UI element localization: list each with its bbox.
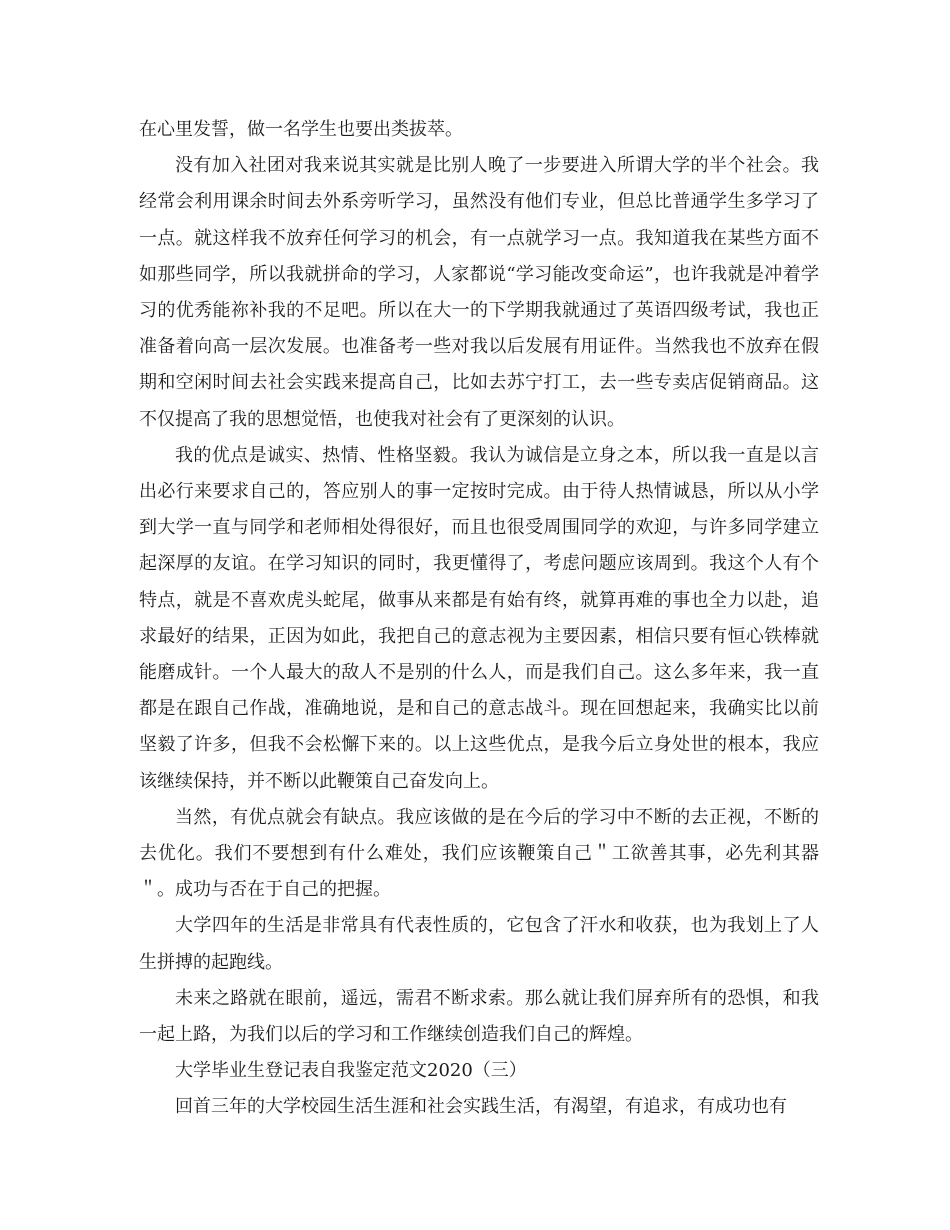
paragraph-strengths: 我的优点是诚实、热情、性格坚毅。我认为诚信是立身之本，所以我一直是以言出必行来要求自己的，答应别人的事一定按时完成。由于待人热情诚恳，所以从小学到大学一直与同学和老师相处得很好，而且也很受周围同学的欢迎，与许多同学建立起深厚的友谊。在学习知识的同时，我更懂得了，考虑问题应该周到。我这个人有个特点，就是不喜欢虎头蛇尾，做事从来都是有始有终，就算再难的事也全力以赴，追求最好的结果，正因为如此，我把自己的意志视为主要因素，相信只要有恒心铁棒就能磨成针。一个人最大的敌人不是别的什么人，而是我们自己。这么多年来，我一直都是在跟自己作战，准确地说，是和自己的意志战斗。现在回想起来，我确实比以前坚毅了许多，但我不会松懈下来的。以上这些优点，是我今后立身处世的根本，我应该继续保持，并不断以此鞭策自己奋发向上。: [139, 444, 819, 792]
section-heading: 大学毕业生登记表自我鉴定范文2020（三）: [175, 1060, 527, 1082]
paragraph-looking-back: 回首三年的大学校园生活生涯和社会实践生活，有渴望，有追求，有成功也有: [175, 1096, 787, 1118]
paragraph-weaknesses: 当然，有优点就会有缺点。我应该做的是在今后的学习中不断的去正视，不断的去优化。我们不要想到有什么难处，我们应该鞭策自己＂工欲善其事，必先利其器＂。成功与否在于自己的把握。: [139, 806, 819, 901]
paragraph-clubs-and-study: 没有加入社团对我来说其实就是比别人晚了一步要进入所谓大学的半个社会。我经常会利用课余时间去外系旁听学习，虽然没有他们专业，但总比普通学生多学习了一点。就这样我不放弃任何学习的机会，有一点就学习一点。我知道我在某些方面不如那些同学，所以我就拼命的学习，人家都说“学习能改变命运”，也许我就是冲着学习的优秀能祢补我的不足吧。所以在大一的下学期我就通过了英语四级考试，我也正准备着向高一层次发展。也准备考一些对我以后发展有用证件。当然我也不放弃在假期和空闲时间去社会实践来提高自己，比如去苏宁打工，去一些专卖店促销商品。这不仅提高了我的思想觉悟，也使我对社会有了更深刻的认识。: [139, 155, 819, 430]
paragraph-four-years: 大学四年的生活是非常具有代表性质的，它包含了汗水和收获，也为我划上了人生拼搏的起跑线。: [139, 915, 819, 973]
paragraph-future: 未来之路就在眼前，遥远，需君不断求索。那么就让我们屏弃所有的恐惧，和我一起上路，为我们以后的学习和工作继续创造我们自己的辉煌。: [139, 987, 819, 1046]
document-body: [139, 112, 819, 1126]
paragraph-continuation: 在心里发誓，做一名学生也要出类拔萃。: [139, 119, 463, 140]
